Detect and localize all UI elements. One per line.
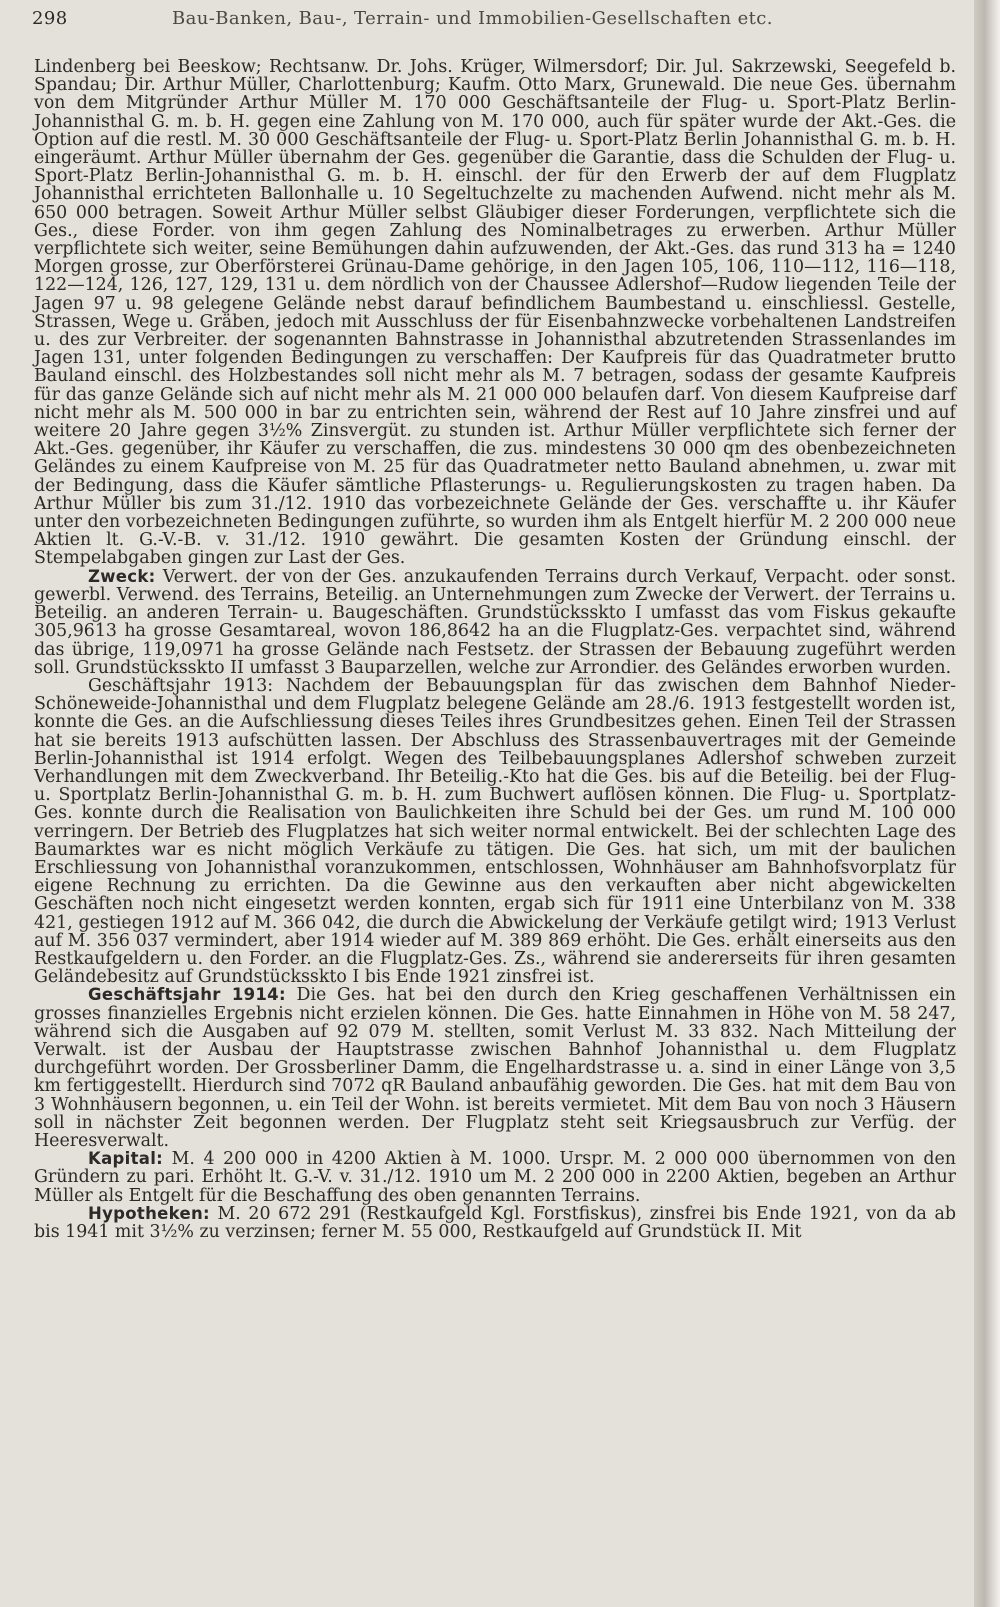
paragraph-text: Verwert. der von der Ges. anzukaufenden Terrains durch Verkauf, Verpacht. oder sonst. gewerbl. Verwend. des Terrains, Beteilig. an Unternehmungen zum Zwecke der Verwert. der Terrains u. Beteilig. an anderen Terrain- u. Baugeschäften. Grundstücksskto I umfasst das vom Fiskus gekaufte 305,9613 ha grosse Gesamtareal, wovon 186,8642 ha an die Flugplatz-Ges. verpachtet sind, während das übrige, 119,0971 ha grosse Gelände nach Festsetz. der Strassen der Bebauung zugeführt werden soll. Grundstücksskto II umfasst 3 Bauparzellen, welche zur Arrondier. des Geländes erworben wurden. — [34, 566, 957, 678]
paragraph-text: M. 20 672 291 (Restkaufgeld Kgl. Forstfiskus), zinsfrei bis Ende 1921, von da ab bis 1941 mit 3½% zu verzinsen; ferner M. 55 000, Restkaufgeld auf Grundstück II. Mit — [34, 1203, 956, 1242]
paragraph-text: Lindenberg bei Beeskow; Rechtsanw. Dr. Johs. Krüger, Wilmersdorf; Dir. Jul. Sakrzewski, Seegefeld b. Spandau; Dir. Arthur Müller, Charlottenburg; Kaufm. Otto Marx, Grunewald. Die neue Ges. übernahm von dem Mitgründer Arthur Müller M. 170 000 Geschäftsanteile der Flug- u. Sport-Platz Berlin-Johannisthal G. m. b. H. gegen eine Zahlung von M. 170 000, auch für später wurde der Akt.-Ges. die Option auf die restl. M. 30 000 Geschäftsanteile der Flug- u. Sport-Platz Berlin Johannisthal G. m. b. H. eingeräumt. Arthur Müller übernahm der Ges. gegenüber die Garantie, dass die Schulden der Flug- u. Sport-Platz Berlin-Johannisthal G. m. b. H. einschl. der für den Erwerb der auf dem Flugplatz Johannisthal errichteten Ballonhalle u. 10 Segeltuchzelte zu machenden Aufwend. nicht mehr als M. 650 000 betragen. Soweit Arthur Müller selbst Gläubiger dieser Forderungen, verpflichtete sich die Ges., diese Forder. von ihm gegen Zahlung des Nominalbetrages zu erwerben. Arthur Müller verpflichtete sich weiter, seine Bemühungen dahin aufzuwenden, der Akt.-Ges. das rund 313 ha = 1240 Morgen grosse, zur Oberförsterei Grünau-Dame gehörige, in den Jagen 105, 106, 110—112, 116—118, 122—124, 126, 127, 129, 131 u. dem nördlich von der Chaussee Adlershof—Rudow liegenden Teile der Jagen 97 u. 98 gelegene Gelände nebst darauf befindlichem Baumbestand u. einschliessl. Gestelle, Strassen, Wege u. Gräben, jedoch mit Ausschluss der für Eisenbahnzwecke vorbehaltenen Landstreifen u. des zur Verbreiter. der sogenannten Bahnstrasse in Johannisthal abzutretenden Strassenlandes im Jagen 131, unter folgenden Bedingungen zu verschaffen: Der Kaufpreis für das Quadratmeter brutto Bauland einschl. des Holzbestandes soll nicht mehr als M. 7 betragen, sodass der gesamte Kaufpreis für das ganze Gelände sich auf nicht mehr als M. 21 000 000 belaufen darf. Von diesem Kaufpreise darf nicht mehr als M. 500 000 in bar zu entrichten sein, während der Rest auf 10 Jahre zinsfrei und auf weitere 20 Jahre gegen 3½% Zinsvergüt. zu stunden ist. Arthur Müller verpflichtete sich ferner der Akt.-Ges. gegenüber, ihr Käufer zu verschaffen, die zus. mindestens 30 000 qm des obenbezeichneten Geländes zu einem Kaufpreise von M. 25 für das Quadratmeter netto Bauland abnehmen, u. zwar mit der Bedingung, dass die Käufer sämtliche Pflasterungs- u. Regulierungskosten zu tragen haben. Da Arthur Müller bis zum 31./12. 1910 das vorbezeichnete Gelände der Ges. verschaffte u. ihr Käufer unter den vorbezeichneten Bedingungen zuführte, so wurden ihm als Entgelt hierfür M. 2 200 000 neue Aktien lt. G.-V.-B. v. 31./12. 1910 gewährt. Die gesamten Kosten der Gründung einschl. der Stempelabgaben gingen zur Last der Ges. — [34, 57, 956, 569]
paragraph-founders — [34, 58, 956, 568]
section-lead-geschaeftsjahr-1914: Geschäftsjahr 1914: — [88, 985, 286, 1005]
page-edge-shadow — [974, 0, 1000, 1607]
paragraph-text: Die Ges. hat bei den durch den Krieg geschaffenen Verhältnissen ein grosses finanzielles Ergebnis nicht erzielen können. Die Ges. hatte Einnahmen in Höhe von M. 58 247, während sich die Ausgaben auf 92 079 M. stellten, somit Verlust M. 33 832. Nach Mitteilung der Verwalt. ist der Ausbau der Hauptstrasse zwischen Bahnhof Johannisthal u. dem Flugplatz durchgeführt worden. Der Grossberliner Damm, die Engelhardstrasse u. a. sind in einer Länge von 3,5 km fertiggestellt. Hierdurch sind 7072 qR Bauland anbaufähig geworden. Die Ges. hat mit dem Bau von 3 Wohnhäusern begonnen, u. ein Teil der Wohn. ist bereits vermietet. Mit dem Bau von noch 3 Häusern soll in nächster Zeit begonnen werden. Der Flugplatz steht seit Kriegsausbruch zur Verfüg. der Heeresverwalt. — [34, 985, 956, 1151]
page-number: 298 — [32, 8, 68, 29]
paragraph-geschaeftsjahr-1914 — [34, 986, 956, 1150]
running-title: Bau-Banken, Bau-, Terrain- und Immobilien-Gesellschaften etc. — [172, 8, 773, 29]
paragraph-geschaeftsjahr-1913 — [34, 677, 956, 986]
section-lead-hypotheken: Hypotheken: — [88, 1203, 210, 1223]
paragraph-hypotheken — [34, 1205, 956, 1241]
section-lead-zweck: Zweck: — [88, 566, 156, 586]
paragraph-text: Geschäftsjahr 1913: Nachdem der Bebauungsplan für das zwischen dem Bahnhof Nieder-Schöneweide-Johannisthal und dem Flugplatz belegene Gelände am 28./6. 1913 festgestellt worden ist, konnte die Ges. an die Aufschliessung dieses Teiles ihres Grundbesitzes gehen. Einen Teil der Strassen hat sie bereits 1913 aufschütten lassen. Der Abschluss des Strassenbauvertrages mit der Gemeinde Berlin-Johannisthal ist 1914 erfolgt. Wegen des Teilbebauungsplanes Adlershof schweben zurzeit Verhandlungen mit dem Zweckverband. Ihr Beteilig.-Kto hat die Ges. bis auf die Beteilig. bei der Flug- u. Sportplatz Berlin-Johannisthal G. m. b. H. zum Buchwert auflösen können. Die Flug- u. Sportplatz-Ges. konnte durch die Realisation von Baulichkeiten ihre Schuld bei der Ges. um rund M. 100 000 verringern. Der Betrieb des Flugplatzes hat sich weiter normal entwickelt. Bei der schlechten Lage des Baumarktes war es nicht möglich Verkäufe zu tätigen. Die Ges. hat sich, um mit der baulichen Erschliessung von Johannisthal voranzukommen, entschlossen, Wohnhäuser am Bahnhofsvorplatz für eigene Rechnung zu errichten. Da die Gewinne aus den verkauften aber nicht abgewickelten Geschäften noch nicht eingesetzt werden konnten, ergab sich für 1911 eine Unterbilanz von M. 338 421, gestiegen 1912 auf M. 366 042, die durch die Abwickelung der Verkäufe getilgt wird; 1913 Verlust auf M. 356 037 vermindert, aber 1914 wieder auf M. 389 869 erhöht. Die Ges. erhält einerseits aus den Restkaufgeldern u. den Forder. an die Flugplatz-Ges. Zs., während sie andererseits für ihren gesamten Geländebesitz auf Grundstücksskto I bis Ende 1921 zinsfrei ist. — [34, 675, 956, 988]
paragraph-text: M. 4 200 000 in 4200 Aktien à M. 1000. Urspr. M. 2 000 000 übernommen von den Gründern zu pari. Erhöht lt. G.-V. v. 31./12. 1910 um M. 2 200 000 in 2200 Aktien, begeben an Arthur Müller als Entgelt für die Beschaffung des oben genannten Terrains. — [34, 1149, 956, 1206]
paragraph-kapital — [34, 1150, 956, 1205]
section-lead-kapital: Kapital: — [88, 1149, 164, 1169]
paragraph-zweck — [34, 568, 956, 677]
body-text — [34, 58, 956, 1241]
page-header — [32, 8, 962, 36]
